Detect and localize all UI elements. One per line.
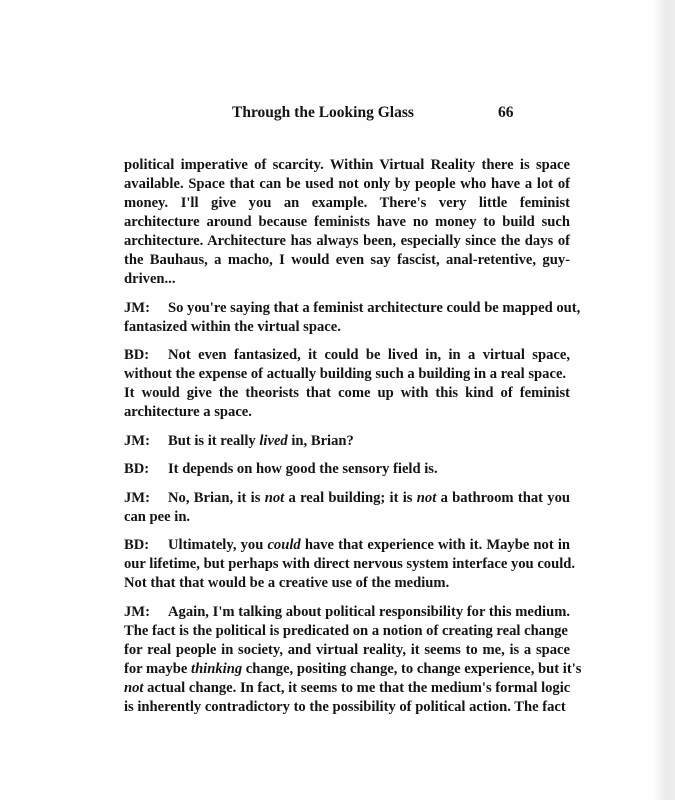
text-segment: Not even fantasized, it could be lived in, in a virtual space, xyxy=(168,347,570,363)
speaker-label: JM: xyxy=(124,432,150,449)
text-segment: the Bauhaus, a macho, I would even say fascist, anal-retentive, guy- xyxy=(124,252,570,268)
emphasized-text: lived xyxy=(259,432,288,449)
text-line xyxy=(124,555,576,574)
text-segment: a bathroom that you xyxy=(436,489,570,506)
text-paragraph xyxy=(124,156,570,289)
text-segment: our lifetime, but perhaps with direct nervous system interface you could. xyxy=(124,556,576,572)
emphasized-text: thinking xyxy=(191,660,243,677)
text-line xyxy=(124,489,570,508)
text-line xyxy=(124,660,582,679)
text-segment: architecture around because feminists have no money to build such xyxy=(124,214,570,230)
running-header xyxy=(0,104,675,126)
text-line xyxy=(124,232,570,251)
dialogue-paragraph xyxy=(124,460,570,479)
text-segment: without the expense of actually building such a building in a real space. xyxy=(124,366,567,382)
text-segment: have that experience with it. Maybe not in xyxy=(300,537,570,553)
text-segment: in, Brian? xyxy=(287,432,354,449)
text-segment: political imperative of scarcity. Within Virtual Reality there is space xyxy=(124,157,570,173)
text-segment: Ultimately, you xyxy=(168,537,268,553)
speaker-label: JM: xyxy=(124,299,150,316)
text-line xyxy=(124,384,570,403)
text-line xyxy=(124,432,570,451)
text-line xyxy=(124,641,570,660)
speaker-label: BD: xyxy=(124,347,150,363)
page-number: 66 xyxy=(498,104,514,121)
text-line xyxy=(124,175,570,194)
text-line xyxy=(124,156,570,175)
text-line xyxy=(124,622,570,641)
text-segment: money. I'll give you an example. There's very little feminist xyxy=(124,195,570,211)
text-segment: But is it really xyxy=(168,432,260,449)
text-segment: available. Space that can be used not only by people who have a lot of xyxy=(124,176,570,192)
text-line xyxy=(124,194,570,213)
text-segment: actual change. In fact, it seems to me that the medium's formal logic xyxy=(143,679,571,696)
dialogue-paragraph xyxy=(124,346,570,422)
text-line xyxy=(124,251,570,270)
text-line xyxy=(124,698,570,717)
text-line xyxy=(124,365,570,384)
text-segment: It would give the theorists that come up with this kind of feminist xyxy=(124,385,570,401)
text-segment: fantasized within the virtual space. xyxy=(124,318,341,335)
text-line xyxy=(124,679,570,698)
text-segment: architecture. Architecture has always been, especially since the days of xyxy=(124,233,570,249)
speaker-label: BD: xyxy=(124,461,150,477)
text-line xyxy=(124,536,570,555)
dialogue-paragraph xyxy=(124,432,570,451)
dialogue-paragraph xyxy=(124,299,581,337)
text-line xyxy=(124,318,570,337)
text-line xyxy=(124,213,570,232)
text-segment: The fact is the political is predicated on a notion of creating real change xyxy=(124,622,568,639)
text-segment: So you're saying that a feminist architecture could be mapped out, xyxy=(168,299,581,316)
text-segment: No, Brian, it is xyxy=(168,489,265,506)
text-line xyxy=(124,603,570,622)
emphasized-text: not xyxy=(264,489,285,506)
emphasized-text: not xyxy=(416,489,437,506)
speaker-label: BD: xyxy=(124,537,150,553)
text-line xyxy=(124,299,581,318)
text-segment: Not that that would be a creative use of the medium. xyxy=(124,575,450,591)
text-segment: a real building; it is xyxy=(284,489,417,506)
text-line xyxy=(124,460,570,479)
body-text xyxy=(124,156,582,726)
text-segment: architecture a space. xyxy=(124,404,252,420)
dialogue-paragraph xyxy=(124,603,582,717)
emphasized-text: could xyxy=(267,537,301,553)
text-line xyxy=(124,270,570,289)
dialogue-paragraph xyxy=(124,536,576,593)
text-line xyxy=(124,508,570,527)
text-segment: Again, I'm talking about political responsibility for this medium. xyxy=(168,603,570,620)
running-header-title: Through the Looking Glass xyxy=(232,104,414,121)
text-segment: for maybe xyxy=(124,660,192,677)
emphasized-text: not xyxy=(124,679,144,696)
speaker-label: JM: xyxy=(124,489,150,506)
text-segment: is inherently contradictory to the possibility of political action. The fact xyxy=(124,698,566,715)
text-line xyxy=(124,346,570,365)
text-line xyxy=(124,574,570,593)
text-segment: It depends on how good the sensory field is. xyxy=(168,461,438,477)
text-segment: for real people in society, and virtual reality, it seems to me, is a space xyxy=(124,641,570,658)
speaker-label: JM: xyxy=(124,603,150,620)
text-line xyxy=(124,403,570,422)
text-segment: can pee in. xyxy=(124,508,191,525)
text-segment: change, positing change, to change experience, but it's xyxy=(242,660,582,677)
text-segment: driven... xyxy=(124,271,176,287)
dialogue-paragraph xyxy=(124,489,570,527)
